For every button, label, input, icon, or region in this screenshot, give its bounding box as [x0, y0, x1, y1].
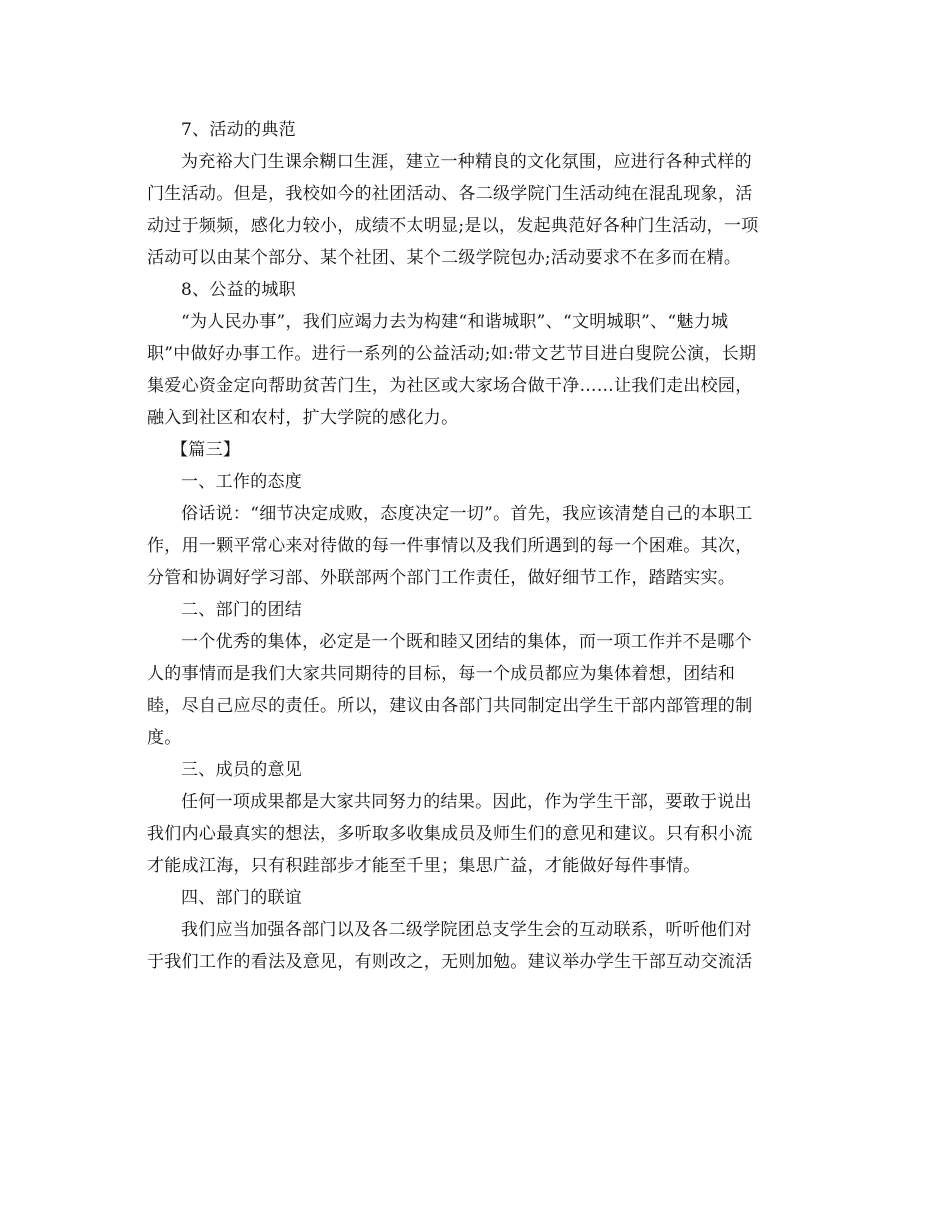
text-line: 职”中做好办事工作。进行一系列的公益活动;如:带文艺节目进白叟院公演，长期 [147, 344, 757, 364]
text-line: 7、活动的典范 [181, 120, 296, 140]
text-line: 8、公益的城职 [181, 280, 296, 300]
text-line: 于我们工作的看法及意见，有则改之，无则加勉。建议举办学生干部互动交流活 [147, 952, 753, 972]
text-line: 分管和协调好学习部、外联部两个部门工作责任，做好细节工作，踏踏实实。 [147, 568, 736, 588]
text-line: 【篇三】 [171, 440, 241, 460]
text-line: 俗话说：“细节决定成败，态度决定一切”。首先，我应该清楚自己的本职工 [181, 504, 753, 524]
text-line: 为充裕大门生课余糊口生涯，建立一种精良的文化氛围，应进行各种式样的 [181, 152, 752, 172]
text-line: 活动可以由某个部分、某个社团、某个二级学院包办;活动要求不在多而在精。 [147, 248, 742, 268]
document-body [147, 114, 807, 978]
text-line: 门生活动。但是，我校如今的社团活动、各二级学院门生活动纯在混乱现象，活 [147, 184, 753, 204]
text-line: 四、部门的联谊 [181, 888, 303, 908]
text-line: 睦，尽自己应尽的责任。所以，建议由各部门共同制定出学生干部内部管理的制 [147, 696, 753, 716]
text-line: 三、成员的意见 [181, 760, 303, 780]
text-line: 我们内心最真实的想法，多听取多收集成员及师生们的意见和建议。只有积小流 [147, 824, 753, 844]
text-line: 一、工作的态度 [181, 472, 303, 492]
text-line: 二、部门的团结 [181, 600, 303, 620]
text-line: 才能成江海，只有积跬部步才能至千里；集思广益，才能做好每件事情。 [147, 856, 701, 876]
text-line: 动过于频频，感化力较小，成绩不太明显;是以，发起典范好各种门生活动，一项 [147, 216, 759, 236]
text-line: “为人民办事”，我们应竭力去为构建“和谐城职”、“文明城职”、“魅力城 [181, 312, 729, 332]
text-line: 任何一项成果都是大家共同努力的结果。因此，作为学生干部，要敢于说出 [181, 792, 752, 812]
text-line: 作，用一颗平常心来对待做的每一件事情以及我们所遇到的每一个困难。其次， [147, 536, 753, 556]
text-line: 集爱心资金定向帮助贫苦门生，为社区或大家场合做干净……让我们走出校园， [147, 376, 753, 396]
text-line: 我们应当加强各部门以及各二级学院团总支学生会的互动联系，听听他们对 [181, 920, 752, 940]
text-line: 人的事情而是我们大家共同期待的目标，每一个成员都应为集体着想，团结和 [147, 664, 736, 684]
text-line: 融入到社区和农村，扩大学院的感化力。 [147, 408, 459, 428]
text-line: 一个优秀的集体，必定是一个既和睦又团结的集体，而一项工作并不是哪个 [181, 632, 752, 652]
text-line: 度。 [147, 728, 182, 748]
